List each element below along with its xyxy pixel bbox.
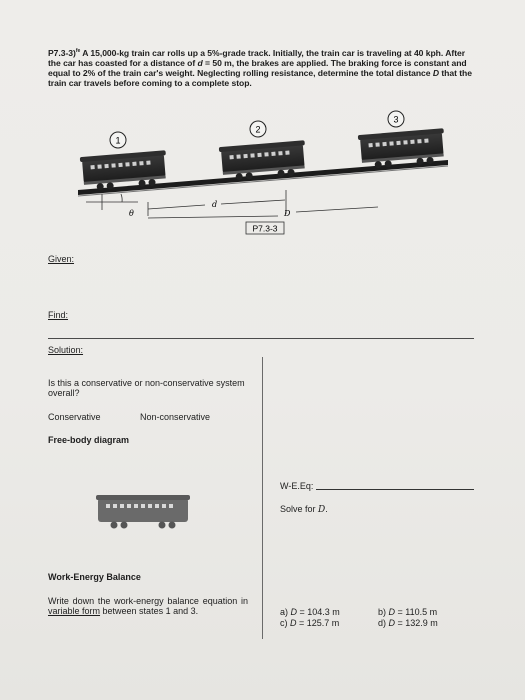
work-energy-title: Work-Energy Balance (48, 572, 141, 582)
angle-label: θ (129, 209, 134, 218)
answer-d-var: D (388, 618, 396, 628)
problem-var-D: D (432, 67, 440, 78)
problem-text-b: = 50 m, the brakes are applied. The braking force is constant and equal to 2% of the train car's weight. Neglecting rolling resistance, determine the total distance (48, 57, 467, 78)
free-body-diagram-label: Free-body diagram (48, 435, 130, 445)
train-figure (78, 104, 448, 244)
work-energy-text-a: Write down the work-energy balance equation in (48, 596, 248, 606)
solution-divider (48, 338, 474, 339)
answer-c-letter: c) (280, 618, 288, 628)
angle-arc (121, 194, 122, 202)
work-energy-text-b: between states 1 and 3. (100, 606, 199, 616)
answer-a[interactable] (280, 607, 340, 617)
solve-end: . (325, 504, 328, 514)
problem-text-a: A 15,000-kg train car rolls up a 5%-grade track. Initially, the train car is traveling at 40 kph. After the car has coasted for a distance of (48, 47, 466, 68)
problem-superscript: fe (75, 48, 81, 54)
state-marker-1 (110, 132, 126, 148)
problem-var-d: d (197, 57, 203, 68)
variable-form-link[interactable]: variable form (48, 606, 101, 616)
dim-D-label: D (284, 209, 291, 218)
solve-text: Solve for (280, 504, 319, 514)
find-label: Find: (48, 310, 69, 320)
state-label-1: 1 (115, 135, 121, 146)
answer-b-var: D (388, 607, 396, 617)
option-non-conservative[interactable]: Non-conservative (140, 412, 211, 422)
answer-c-var: D (290, 618, 297, 628)
train-track-diagram (78, 104, 448, 244)
answer-c[interactable] (280, 618, 339, 628)
dim-line-D-left (148, 216, 278, 218)
dim-line-d-left (148, 205, 205, 209)
free-body-train-car (96, 490, 192, 530)
state-marker-3 (388, 111, 404, 127)
work-energy-instructions (48, 596, 248, 616)
solution-label: Solution: (48, 345, 84, 355)
state-label-2: 2 (255, 124, 261, 135)
answer-b-value: = 110.5 m (395, 607, 438, 617)
weq-label: W-E.Eq: (280, 481, 314, 491)
answer-b[interactable] (378, 607, 437, 617)
state-marker-2 (250, 121, 266, 137)
given-label: Given: (48, 254, 75, 264)
dim-line-D-right (296, 207, 378, 212)
answer-a-letter: a) (280, 607, 289, 617)
answer-b-letter: b) (378, 607, 387, 617)
answer-d[interactable] (378, 618, 438, 628)
dim-line-d-right (221, 200, 285, 204)
problem-text-c: that the train car travels before coming to a complete stop. (48, 67, 472, 88)
problem-statement (48, 46, 478, 88)
solve-var: D (318, 505, 326, 515)
answer-d-value: = 132.9 m (395, 618, 438, 628)
weq-answer-line[interactable] (316, 489, 474, 490)
dim-d-label: d (212, 200, 218, 209)
conservative-question: Is this a conservative or non-conservative system overall? (48, 378, 245, 398)
answer-a-value: = 104.3 m (297, 607, 340, 617)
answer-d-letter: d) (378, 618, 387, 628)
figure-caption: P7.3-3 (252, 223, 278, 234)
answer-a-var: D (290, 607, 298, 617)
answer-c-value: = 125.7 m (296, 618, 340, 628)
solve-for-label (280, 504, 328, 515)
problem-id: P7.3-3) (48, 47, 76, 58)
state-label-3: 3 (393, 114, 399, 125)
column-divider (262, 357, 263, 639)
option-conservative[interactable]: Conservative (48, 412, 101, 422)
